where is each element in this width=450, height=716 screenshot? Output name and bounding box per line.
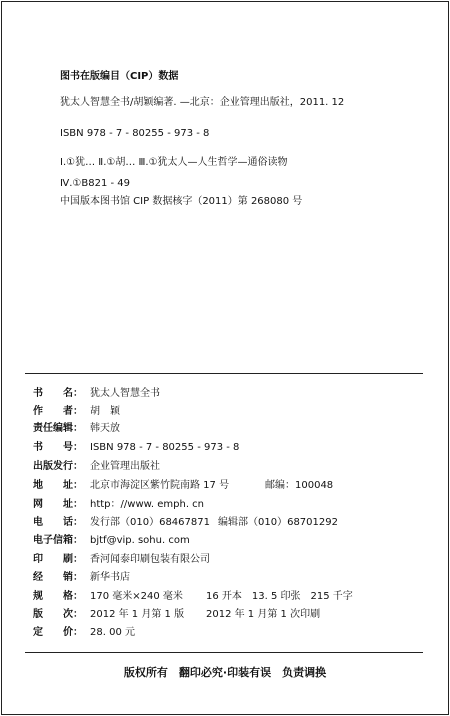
row-phone-editorial: 编辑部（010）68701292: [218, 517, 338, 528]
row-specs-format: 16 开本 13. 5 印张 215 千字: [206, 591, 353, 602]
row-printer-value: 香河闻泰印刷包装有限公司: [90, 554, 210, 565]
row-edition-printing: 2012 年 1 月第 1 次印刷: [206, 609, 321, 620]
row-address-value: 北京市海淀区紫竹院南路 17 号: [90, 480, 230, 491]
cip-book-info: 犹太人智慧全书/胡颖编著. —北京：企业管理出版社，2011. 12: [60, 97, 345, 108]
row-author-value: 胡 颖: [90, 406, 120, 417]
cip-classification: Ⅳ.①B821 - 49: [60, 178, 131, 189]
row-address-label: 地 址：: [33, 480, 83, 491]
row-specs-label: 规 格：: [33, 591, 83, 602]
cip-title: 图书在版编目（CIP）数据: [60, 71, 179, 82]
row-book-no-value: ISBN 978 - 7 - 80255 - 973 - 8: [90, 442, 240, 453]
row-distributor-label: 经 销：: [33, 572, 83, 583]
row-price-value: 28. 00 元: [90, 627, 135, 638]
divider-bottom: [25, 652, 423, 653]
row-edition-label: 版 次：: [33, 609, 83, 620]
cip-subjects: Ⅰ.①犹… Ⅱ.①胡… Ⅲ.①犹太人—人生哲学—通俗读物: [60, 157, 288, 168]
divider-top: [25, 373, 423, 374]
row-book-no-label: 书 号：: [33, 442, 83, 453]
row-phone-value: 发行部（010）68467871: [90, 517, 210, 528]
row-editor-label: 责任编辑：: [33, 423, 83, 434]
row-phone-label: 电 话：: [33, 517, 83, 528]
row-distributor-value: 新华书店: [90, 572, 130, 583]
row-publisher-label: 出版发行：: [33, 461, 83, 472]
row-title-value: 犹太人智慧全书: [90, 388, 160, 399]
cip-core-record: 中国版本图书馆 CIP 数据核字（2011）第 268080 号: [60, 196, 303, 207]
row-email-value: bjtf@vip. sohu. com: [90, 535, 190, 546]
row-title-label: 书 名：: [33, 388, 83, 399]
row-edition-value: 2012 年 1 月第 1 版: [90, 609, 185, 620]
copyright-notice: 版权所有 翻印必究·印装有误 负责调换: [123, 666, 327, 679]
row-specs-value: 170 毫米×240 毫米: [90, 591, 183, 602]
row-website-value: http：//www. emph. cn: [90, 499, 205, 510]
cip-isbn: ISBN 978 - 7 - 80255 - 973 - 8: [60, 128, 210, 139]
row-editor-value: 韩天放: [90, 423, 120, 434]
row-email-label: 电子信箱：: [33, 535, 83, 546]
row-price-label: 定 价：: [33, 627, 83, 638]
row-address-postcode: 邮编：100048: [265, 480, 334, 491]
row-printer-label: 印 刷：: [33, 554, 83, 565]
row-website-label: 网 址：: [33, 499, 83, 510]
row-author-label: 作 者：: [33, 406, 83, 417]
row-publisher-value: 企业管理出版社: [90, 461, 160, 472]
